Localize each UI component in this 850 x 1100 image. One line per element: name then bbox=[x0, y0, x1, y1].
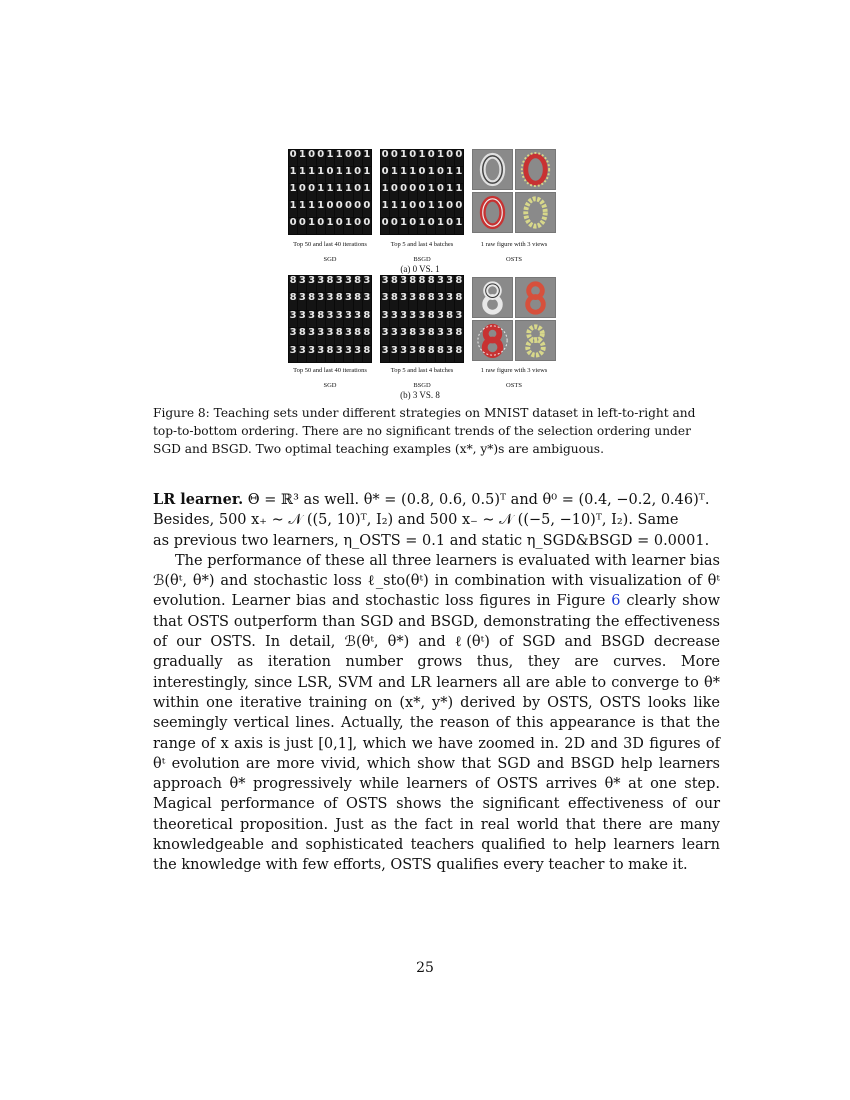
digit-cell: 3 bbox=[418, 311, 426, 327]
digit-cell: 3 bbox=[289, 346, 297, 362]
para-lr-learner bbox=[153, 490, 720, 551]
panel-b bbox=[280, 275, 570, 405]
digit-cell: 3 bbox=[344, 328, 352, 344]
digit-cell: 3 bbox=[381, 311, 389, 327]
digit-cell: 0 bbox=[298, 184, 306, 200]
digit-cell: 1 bbox=[455, 218, 463, 234]
digit-cell: 3 bbox=[335, 276, 343, 292]
digit-cell: 1 bbox=[326, 218, 334, 234]
digit-cell: 8 bbox=[289, 293, 297, 309]
digit-cell: 3 bbox=[399, 293, 407, 309]
digit-cell: 1 bbox=[289, 167, 297, 183]
osts-method-b: OSTS bbox=[506, 382, 522, 389]
digit-cell: 3 bbox=[317, 276, 325, 292]
digit-cell: 1 bbox=[381, 201, 389, 217]
digit-cell: 0 bbox=[344, 150, 352, 166]
digit-cell: 1 bbox=[326, 184, 334, 200]
digit-cell: 1 bbox=[335, 150, 343, 166]
digit-cell: 0 bbox=[390, 150, 398, 166]
digit-cell: 8 bbox=[289, 276, 297, 292]
digit-cell: 8 bbox=[427, 346, 435, 362]
digit-eight-gray-image bbox=[473, 278, 512, 317]
bsgd-method-a: BSGD bbox=[413, 256, 431, 263]
digit-cell: 1 bbox=[427, 167, 435, 183]
osts-view-1 bbox=[515, 149, 556, 190]
digit-cell: 8 bbox=[427, 311, 435, 327]
digit-cell: 8 bbox=[354, 293, 362, 309]
digit-cell: 3 bbox=[399, 276, 407, 292]
digit-cell: 1 bbox=[418, 150, 426, 166]
digit-eight-yellow-image bbox=[516, 321, 555, 360]
bsgd-label-a: Top 5 and last 4 batches bbox=[390, 241, 454, 248]
digit-cell: 0 bbox=[335, 218, 343, 234]
digit-cell: 0 bbox=[344, 201, 352, 217]
digit-cell: 3 bbox=[381, 346, 389, 362]
osts-view-1 bbox=[515, 277, 556, 318]
digit-cell: 0 bbox=[363, 201, 371, 217]
digit-cell: 3 bbox=[381, 276, 389, 292]
digit-cell: 1 bbox=[317, 201, 325, 217]
digit-cell: 3 bbox=[307, 346, 315, 362]
digit-cell: 3 bbox=[418, 328, 426, 344]
digit-cell: 0 bbox=[409, 218, 417, 234]
osts-raw-view bbox=[472, 149, 513, 190]
digit-cell: 3 bbox=[326, 311, 334, 327]
digit-cell: 3 bbox=[446, 276, 454, 292]
digit-cell: 3 bbox=[298, 346, 306, 362]
digit-cell: 3 bbox=[289, 311, 297, 327]
digit-cell: 1 bbox=[455, 167, 463, 183]
digit-cell: 8 bbox=[390, 276, 398, 292]
para1-line2: Besides, 500 x₊ ∼ 𝒩 ((5, 10)ᵀ, I₂) and 500 x₋ ∼ 𝒩 ((−5, −10)ᵀ, I₂). Same bbox=[153, 512, 679, 529]
digit-cell: 3 bbox=[335, 311, 343, 327]
subcaption-b: (b) 3 VS. 8 bbox=[400, 390, 440, 400]
digit-cell: 8 bbox=[317, 311, 325, 327]
digit-cell: 3 bbox=[455, 311, 463, 327]
digit-cell: 8 bbox=[363, 311, 371, 327]
digit-cell: 3 bbox=[326, 328, 334, 344]
digit-cell: 1 bbox=[363, 150, 371, 166]
digit-cell: 3 bbox=[289, 328, 297, 344]
digit-cell: 0 bbox=[427, 150, 435, 166]
digit-cell: 0 bbox=[418, 201, 426, 217]
bsgd-label-b: Top 5 and last 4 batches bbox=[390, 367, 454, 374]
digit-cell: 0 bbox=[354, 201, 362, 217]
digit-cell: 3 bbox=[409, 293, 417, 309]
digit-cell: 3 bbox=[409, 311, 417, 327]
digit-cell: 0 bbox=[409, 184, 417, 200]
panel-a bbox=[280, 145, 570, 275]
digit-cell: 8 bbox=[455, 346, 463, 362]
digit-eight-highlight-image bbox=[473, 321, 512, 360]
digit-cell: 1 bbox=[335, 184, 343, 200]
digit-cell: 8 bbox=[363, 346, 371, 362]
osts-views-b bbox=[472, 277, 556, 361]
digit-cell: 0 bbox=[354, 218, 362, 234]
sgd-label-a: Top 50 and last 40 iterations bbox=[293, 241, 367, 248]
digit-zero-gray-image bbox=[473, 150, 512, 189]
digit-cell: 3 bbox=[390, 311, 398, 327]
digit-cell: 1 bbox=[390, 201, 398, 217]
digit-cell: 0 bbox=[363, 218, 371, 234]
digit-cell: 8 bbox=[427, 328, 435, 344]
digit-cell: 8 bbox=[409, 276, 417, 292]
para-lead: LR learner. bbox=[153, 491, 244, 508]
digit-cell: 8 bbox=[446, 311, 454, 327]
digit-cell: 0 bbox=[446, 201, 454, 217]
digit-cell: 1 bbox=[436, 150, 444, 166]
para1-line3: as previous two learners, η_OSTS = 0.1 and static η_SGD&BSGD = 0.0001. bbox=[153, 532, 710, 549]
sgd-label-b: Top 50 and last 40 iterations bbox=[293, 367, 367, 374]
digit-cell: 1 bbox=[399, 150, 407, 166]
sgd-grid-b bbox=[288, 275, 372, 363]
digit-cell: 0 bbox=[418, 184, 426, 200]
digit-cell: 1 bbox=[427, 201, 435, 217]
digit-cell: 0 bbox=[436, 184, 444, 200]
digit-cell: 0 bbox=[390, 218, 398, 234]
digit-cell: 8 bbox=[307, 293, 315, 309]
digit-cell: 0 bbox=[381, 167, 389, 183]
osts-view-3 bbox=[515, 192, 556, 233]
digit-zero-yellow-image bbox=[516, 193, 555, 232]
digit-cell: 1 bbox=[344, 167, 352, 183]
osts-method-a: OSTS bbox=[506, 256, 522, 263]
digit-cell: 1 bbox=[298, 201, 306, 217]
digit-cell: 3 bbox=[436, 293, 444, 309]
digit-cell: 8 bbox=[326, 346, 334, 362]
digit-cell: 0 bbox=[390, 184, 398, 200]
digit-cell: 1 bbox=[363, 167, 371, 183]
digit-cell: 0 bbox=[446, 150, 454, 166]
digit-cell: 3 bbox=[409, 346, 417, 362]
digit-cell: 3 bbox=[436, 276, 444, 292]
digit-cell: 0 bbox=[381, 150, 389, 166]
digit-cell: 3 bbox=[436, 328, 444, 344]
digit-cell: 3 bbox=[446, 328, 454, 344]
digit-cell: 8 bbox=[335, 293, 343, 309]
digit-cell: 8 bbox=[455, 293, 463, 309]
digit-eight-red-image bbox=[516, 278, 555, 317]
digit-cell: 0 bbox=[317, 150, 325, 166]
digit-cell: 3 bbox=[354, 311, 362, 327]
bsgd-grid-a bbox=[380, 149, 464, 235]
digit-cell: 8 bbox=[418, 276, 426, 292]
digit-cell: 3 bbox=[344, 346, 352, 362]
digit-cell: 0 bbox=[289, 218, 297, 234]
digit-cell: 3 bbox=[446, 293, 454, 309]
digit-cell: 3 bbox=[446, 346, 454, 362]
digit-cell: 0 bbox=[307, 184, 315, 200]
digit-cell: 0 bbox=[427, 218, 435, 234]
digit-cell: 3 bbox=[381, 293, 389, 309]
digit-cell: 0 bbox=[354, 167, 362, 183]
digit-cell: 3 bbox=[298, 311, 306, 327]
digit-cell: 1 bbox=[335, 167, 343, 183]
digit-cell: 3 bbox=[436, 311, 444, 327]
digit-cell: 1 bbox=[307, 201, 315, 217]
digit-cell: 1 bbox=[455, 184, 463, 200]
digit-cell: 8 bbox=[455, 328, 463, 344]
digit-cell: 3 bbox=[399, 346, 407, 362]
digit-cell: 1 bbox=[418, 218, 426, 234]
digit-cell: 3 bbox=[354, 346, 362, 362]
digit-cell: 3 bbox=[317, 346, 325, 362]
digit-cell: 1 bbox=[427, 184, 435, 200]
digit-cell: 8 bbox=[427, 276, 435, 292]
digit-cell: 0 bbox=[289, 150, 297, 166]
digit-cell: 0 bbox=[409, 201, 417, 217]
digit-cell: 3 bbox=[390, 328, 398, 344]
digit-cell: 1 bbox=[390, 167, 398, 183]
figure-8 bbox=[280, 145, 570, 400]
digit-cell: 8 bbox=[436, 346, 444, 362]
digit-cell: 0 bbox=[354, 150, 362, 166]
digit-cell: 1 bbox=[326, 150, 334, 166]
osts-view-3 bbox=[515, 320, 556, 361]
digit-cell: 1 bbox=[381, 184, 389, 200]
digit-cell: 8 bbox=[418, 293, 426, 309]
digit-cell: 3 bbox=[344, 276, 352, 292]
digit-cell: 8 bbox=[354, 276, 362, 292]
bsgd-grid-b bbox=[380, 275, 464, 363]
digit-cell: 0 bbox=[455, 150, 463, 166]
digit-cell: 1 bbox=[289, 201, 297, 217]
digit-cell: 3 bbox=[307, 328, 315, 344]
digit-cell: 8 bbox=[298, 328, 306, 344]
digit-cell: 1 bbox=[344, 184, 352, 200]
digit-cell: 8 bbox=[427, 293, 435, 309]
digit-cell: 8 bbox=[409, 328, 417, 344]
digit-cell: 0 bbox=[335, 201, 343, 217]
digit-cell: 8 bbox=[418, 346, 426, 362]
digit-cell: 0 bbox=[436, 167, 444, 183]
osts-view-2 bbox=[472, 192, 513, 233]
digit-cell: 3 bbox=[363, 276, 371, 292]
osts-raw-view bbox=[472, 277, 513, 318]
digit-cell: 1 bbox=[307, 167, 315, 183]
digit-cell: 1 bbox=[446, 184, 454, 200]
digit-cell: 3 bbox=[399, 311, 407, 327]
digit-cell: 3 bbox=[307, 276, 315, 292]
digit-cell: 3 bbox=[335, 346, 343, 362]
digit-cell: 1 bbox=[436, 201, 444, 217]
digit-cell: 0 bbox=[399, 184, 407, 200]
digit-cell: 0 bbox=[326, 167, 334, 183]
para-performance: The performance of these all three learners is evaluated with learner bias ℬ(θᵗ, θ*) and stochastic loss ℓ_sto(θᵗ) in combination with visualization of θᵗ evolution. Learner bias and stochastic loss figures in Figure 6 clearly show that OSTS outperform than SGD and BSGD, demonstrating the effectiveness of our OSTS. In detail, ℬ(θᵗ, θ*) and ℓ(θᵗ) of SGD and BSGD decrease gradually as iteration number grows thus, they are curves. More interestingly, since LSR, SVM and LR learners all are able to converge to θ* within one iterative training on (x*, y*) derived by OSTS, OSTS looks like seemingly vertical lines. Actually, the reason of this appearance is that the range of x axis is just [0,1], which we have zoomed in. 2D and 3D figures of θᵗ evolution are more vivid, which show that SGD and BSGD help learners approach θ* progressively while learners of OSTS arrives θ* at one step. Magical performance of OSTS shows the significant effectiveness of our theoretical proposition. Just as the fact in real world that there are many knowledgeable and sophisticated teachers qualified to help learners learn the knowledge with few efforts, OSTS qualifies every teacher to make it. bbox=[153, 552, 720, 874]
digit-cell: 0 bbox=[381, 218, 389, 234]
digit-cell: 0 bbox=[307, 150, 315, 166]
digit-cell: 3 bbox=[344, 311, 352, 327]
para1-line1: Θ = ℝ³ as well. θ* = (0.8, 0.6, 0.5)ᵀ and θ⁰ = (0.4, −0.2, 0.46)ᵀ. bbox=[247, 492, 710, 508]
digit-cell: 8 bbox=[354, 328, 362, 344]
digit-cell: 1 bbox=[317, 184, 325, 200]
digit-cell: 1 bbox=[436, 218, 444, 234]
digit-cell: 0 bbox=[418, 167, 426, 183]
digit-cell: 0 bbox=[455, 201, 463, 217]
digit-cell: 8 bbox=[363, 328, 371, 344]
digit-cell: 8 bbox=[326, 276, 334, 292]
digit-cell: 0 bbox=[298, 218, 306, 234]
digit-zero-red-image bbox=[473, 193, 512, 232]
digit-cell: 0 bbox=[409, 150, 417, 166]
digit-cell: 1 bbox=[399, 167, 407, 183]
digit-cell: 3 bbox=[363, 293, 371, 309]
sgd-grid-a bbox=[288, 149, 372, 235]
digit-cell: 1 bbox=[363, 184, 371, 200]
sgd-method-a: SGD bbox=[323, 256, 337, 263]
digit-cell: 3 bbox=[317, 293, 325, 309]
digit-cell: 3 bbox=[390, 346, 398, 362]
digit-cell: 1 bbox=[399, 218, 407, 234]
digit-cell: 1 bbox=[344, 218, 352, 234]
osts-label-b: 1 raw figure with 3 views bbox=[480, 367, 548, 374]
digit-zero-dotted-image bbox=[516, 150, 555, 189]
digit-cell: 3 bbox=[298, 293, 306, 309]
digit-cell: 3 bbox=[344, 293, 352, 309]
sgd-method-b: SGD bbox=[323, 382, 337, 389]
figure-ref-link[interactable]: 6 bbox=[611, 593, 621, 610]
page-number: 25 bbox=[416, 960, 434, 976]
osts-label-a: 1 raw figure with 3 views bbox=[480, 241, 548, 248]
digit-cell: 3 bbox=[381, 328, 389, 344]
digit-cell: 8 bbox=[335, 328, 343, 344]
digit-cell: 3 bbox=[399, 328, 407, 344]
digit-cell: 1 bbox=[409, 167, 417, 183]
digit-cell: 1 bbox=[307, 218, 315, 234]
digit-cell: 3 bbox=[298, 276, 306, 292]
body-text bbox=[153, 490, 720, 876]
subcaption-a: (a) 0 VS. 1 bbox=[400, 264, 440, 274]
digit-cell: 0 bbox=[317, 218, 325, 234]
digit-cell: 3 bbox=[307, 311, 315, 327]
digit-cell: 8 bbox=[455, 276, 463, 292]
bsgd-method-b: BSGD bbox=[413, 382, 431, 389]
digit-cell: 3 bbox=[326, 293, 334, 309]
digit-cell: 1 bbox=[446, 167, 454, 183]
digit-cell: 1 bbox=[298, 150, 306, 166]
digit-cell: 0 bbox=[354, 184, 362, 200]
digit-cell: 0 bbox=[446, 218, 454, 234]
digit-cell: 1 bbox=[289, 184, 297, 200]
digit-cell: 3 bbox=[317, 328, 325, 344]
digit-cell: 8 bbox=[390, 293, 398, 309]
figure-caption: Figure 8: Teaching sets under different strategies on MNIST dataset in left-to-right and top-to-bottom ordering. There are no significant trends of the selection ordering under SGD and BSGD. Two optimal teaching examples (x*, y*)s are ambiguous. bbox=[153, 406, 696, 456]
digit-cell: 1 bbox=[298, 167, 306, 183]
osts-views-a bbox=[472, 149, 556, 233]
osts-view-2 bbox=[472, 320, 513, 361]
digit-cell: 1 bbox=[399, 201, 407, 217]
digit-cell: 0 bbox=[326, 201, 334, 217]
digit-cell: 1 bbox=[317, 167, 325, 183]
